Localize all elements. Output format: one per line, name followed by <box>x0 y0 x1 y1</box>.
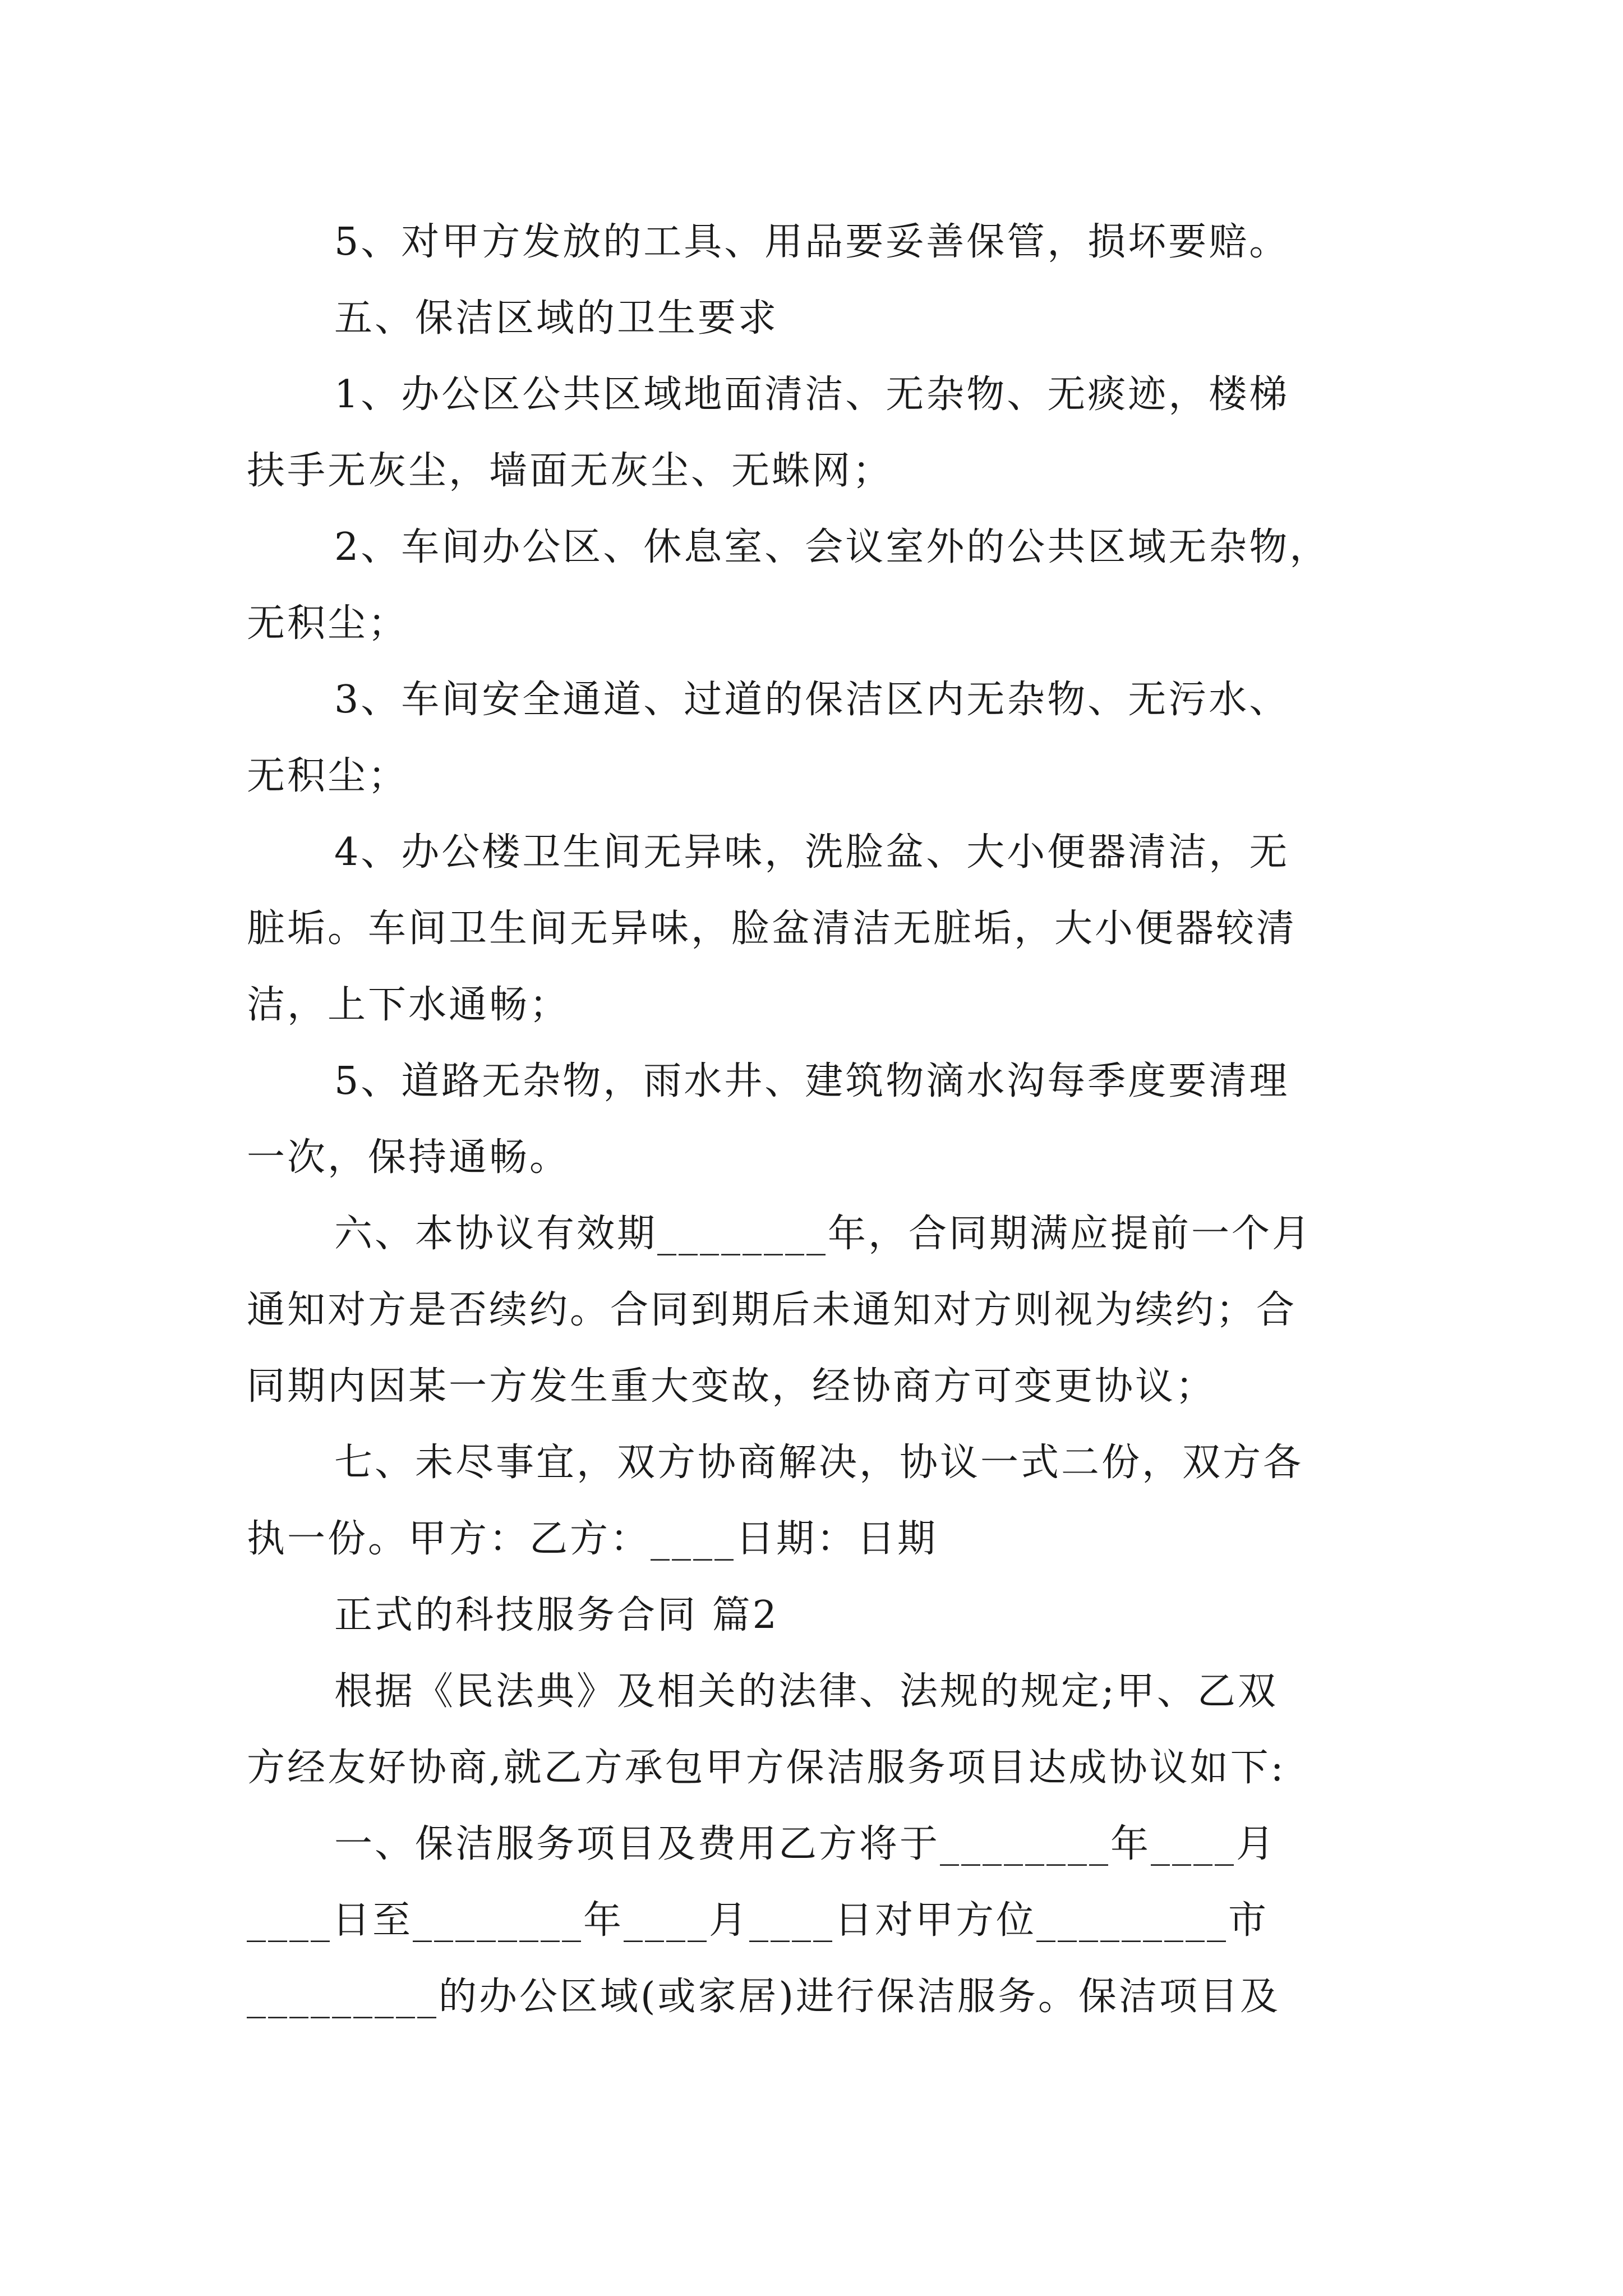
text-line: 扶手无灰尘，墙面无灰尘、无蛛网； <box>247 449 893 493</box>
text-line: 无积尘； <box>247 601 409 646</box>
text-line: 4、办公楼卫生间无异味，洗脸盆、大小便器清洁，无 <box>334 830 1290 875</box>
text-line: 七、未尽事宜，双方协商解决，协议一式二份，双方各 <box>334 1441 1304 1485</box>
text-line: 2、车间办公区、休息室、会议室外的公共区域无杂物， <box>334 525 1330 569</box>
text-line: ____日至________年____月____日对甲方位_________市 <box>247 1898 1269 1943</box>
text-line: _________的办公区域(或家居)进行保洁服务。保洁项目及 <box>247 1975 1281 2019</box>
text-line: 脏垢。车间卫生间无异味，脸盆清洁无脏垢，大小便器较清 <box>247 907 1297 951</box>
section-title: 正式的科技服务合同 篇2 <box>334 1593 779 1637</box>
text-line: 六、本协议有效期________年，合同期满应提前一个月 <box>334 1212 1313 1256</box>
text-line: 5、道路无杂物，雨水井、建筑物滴水沟每季度要清理 <box>334 1059 1290 1103</box>
text-line: 同期内因某一方发生重大变故，经协商方可变更协议； <box>247 1364 1216 1409</box>
text-line: 通知对方是否续约。合同到期后未通知对方则视为续约；合 <box>247 1288 1297 1332</box>
text-line: 一次，保持通畅。 <box>247 1135 570 1180</box>
text-line: 执一份。甲方：乙方：____日期：日期 <box>247 1517 938 1561</box>
text-line: 根据《民法典》及相关的法律、法规的规定;甲、乙双 <box>334 1669 1278 1714</box>
section-heading: 五、保洁区域的卫生要求 <box>334 296 779 341</box>
text-line: 方经友好协商,就乙方承包甲方保洁服务项目达成协议如下: <box>247 1746 1286 1790</box>
text-line: 1、办公区公共区域地面清洁、无杂物、无痰迹，楼梯 <box>334 372 1290 417</box>
text-line: 无积尘； <box>247 754 409 798</box>
text-line: 洁，上下水通畅； <box>247 983 570 1027</box>
text-line: 5、对甲方发放的工具、用品要妥善保管，损坏要赔。 <box>334 220 1290 264</box>
text-line: 一、保洁服务项目及费用乙方将于________年____月 <box>334 1822 1277 1866</box>
text-line: 3、车间安全通道、过道的保洁区内无杂物、无污水、 <box>334 678 1290 722</box>
